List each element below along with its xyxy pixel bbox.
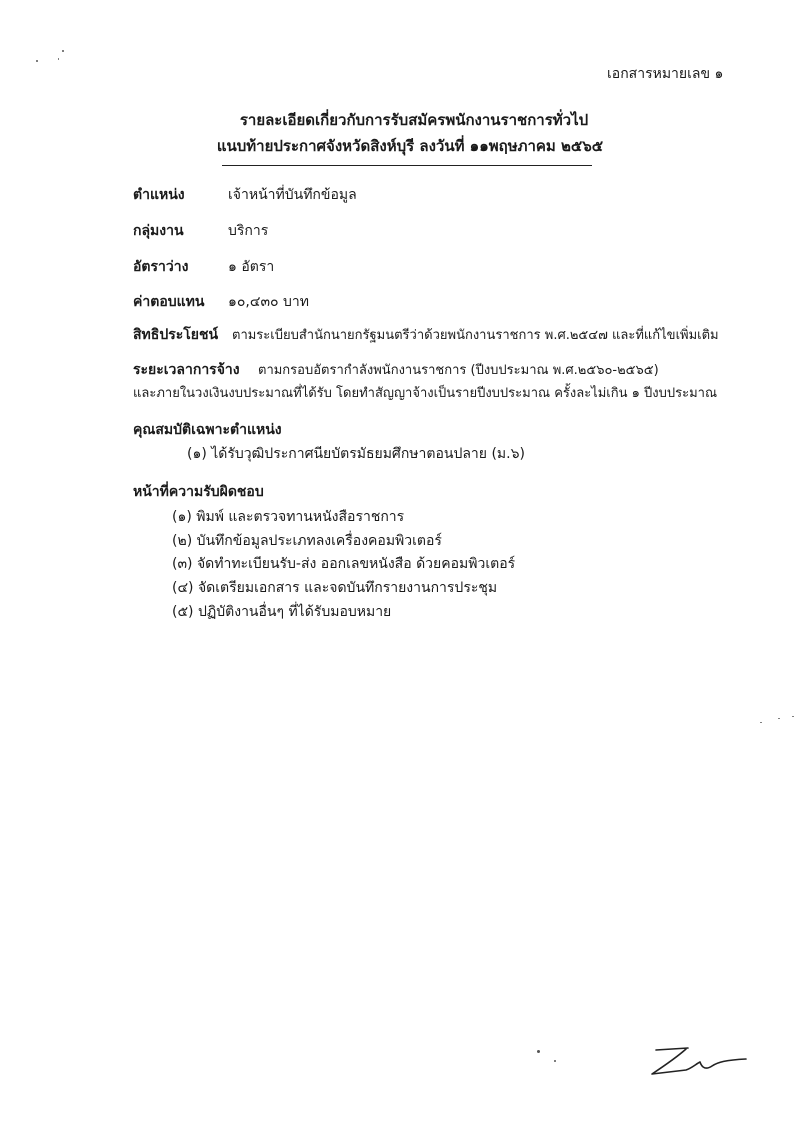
scan-speck xyxy=(537,1050,540,1053)
document-title: รายละเอียดเกี่ยวกับการรับสมัครพนักงานราชการทั่วไป xyxy=(239,111,589,129)
document-number: เอกสารหมายเลข ๑ xyxy=(607,66,724,82)
title-underline xyxy=(222,165,592,166)
vacancy-label: อัตราว่าง xyxy=(133,259,189,275)
qualification-item: (๑) ได้รับวุฒิประกาศนียบัตรมัธยมศึกษาตอนปลาย (ม.๖) xyxy=(187,446,525,462)
position-value: เจ้าหน้าที่บันทึกข้อมูล xyxy=(228,187,357,203)
group-label: กลุ่มงาน xyxy=(133,223,184,239)
scan-speck xyxy=(792,716,794,717)
qualifications-heading: คุณสมบัติเฉพาะตำแหน่ง xyxy=(133,422,282,438)
scan-speck xyxy=(58,58,59,60)
duty-item: (๑) พิมพ์ และตรวจทานหนังสือราชการ xyxy=(172,509,405,525)
pay-label: ค่าตอบแทน xyxy=(133,294,205,310)
period-label: ระยะเวลาการจ้าง xyxy=(133,362,240,378)
duty-item: (๓) จัดทำทะเบียนรับ-ส่ง ออกเลขหนังสือ ด้วยคอมพิวเตอร์ xyxy=(172,556,516,572)
duty-item: (๔) จัดเตรียมเอกสาร และจดบันทึกรายงานการประชุม xyxy=(172,580,498,596)
benefit-value: ตามระเบียบสำนักนายกรัฐมนตรีว่าด้วยพนักงานราชการ พ.ศ.๒๕๔๗ และที่แก้ไขเพิ่มเติม xyxy=(232,328,719,343)
document-subtitle: แนบท้ายประกาศจังหวัดสิงห์บุรี ลงวันที่ ๑๑พฤษภาคม ๒๕๖๕ xyxy=(216,137,604,155)
duty-item: (๕) ปฏิบัติงานอื่นๆ ที่ได้รับมอบหมาย xyxy=(172,604,392,620)
vacancy-value: ๑ อัตรา xyxy=(228,259,275,275)
scan-speck xyxy=(62,50,64,52)
pay-value: ๑๐,๔๓๐ บาท xyxy=(228,294,310,310)
period-value: ตามกรอบอัตรากำลังพนักงานราชการ (ปีงบประมาณ พ.ศ.๒๕๖๐-๒๕๖๕) xyxy=(258,363,659,378)
scan-speck xyxy=(778,718,780,719)
duty-item: (๒) บันทึกข้อมูลประเภทลงเครื่องคอมพิวเตอร์ xyxy=(172,533,442,549)
scan-speck xyxy=(760,722,762,723)
scan-speck xyxy=(36,60,38,62)
position-label: ตำแหน่ง xyxy=(133,187,185,203)
period-value-continued: และภายในวงเงินงบประมาณที่ได้รับ โดยทำสัญญาจ้างเป็นรายปีงบประมาณ ครั้งละไม่เกิน ๑ ปีงบประมาณ xyxy=(133,386,718,401)
duties-heading: หน้าที่ความรับผิดชอบ xyxy=(133,484,264,500)
benefit-label: สิทธิประโยชน์ xyxy=(133,327,219,343)
group-value: บริการ xyxy=(228,223,269,239)
signature-mark xyxy=(646,1044,756,1080)
scan-speck xyxy=(554,1060,556,1062)
